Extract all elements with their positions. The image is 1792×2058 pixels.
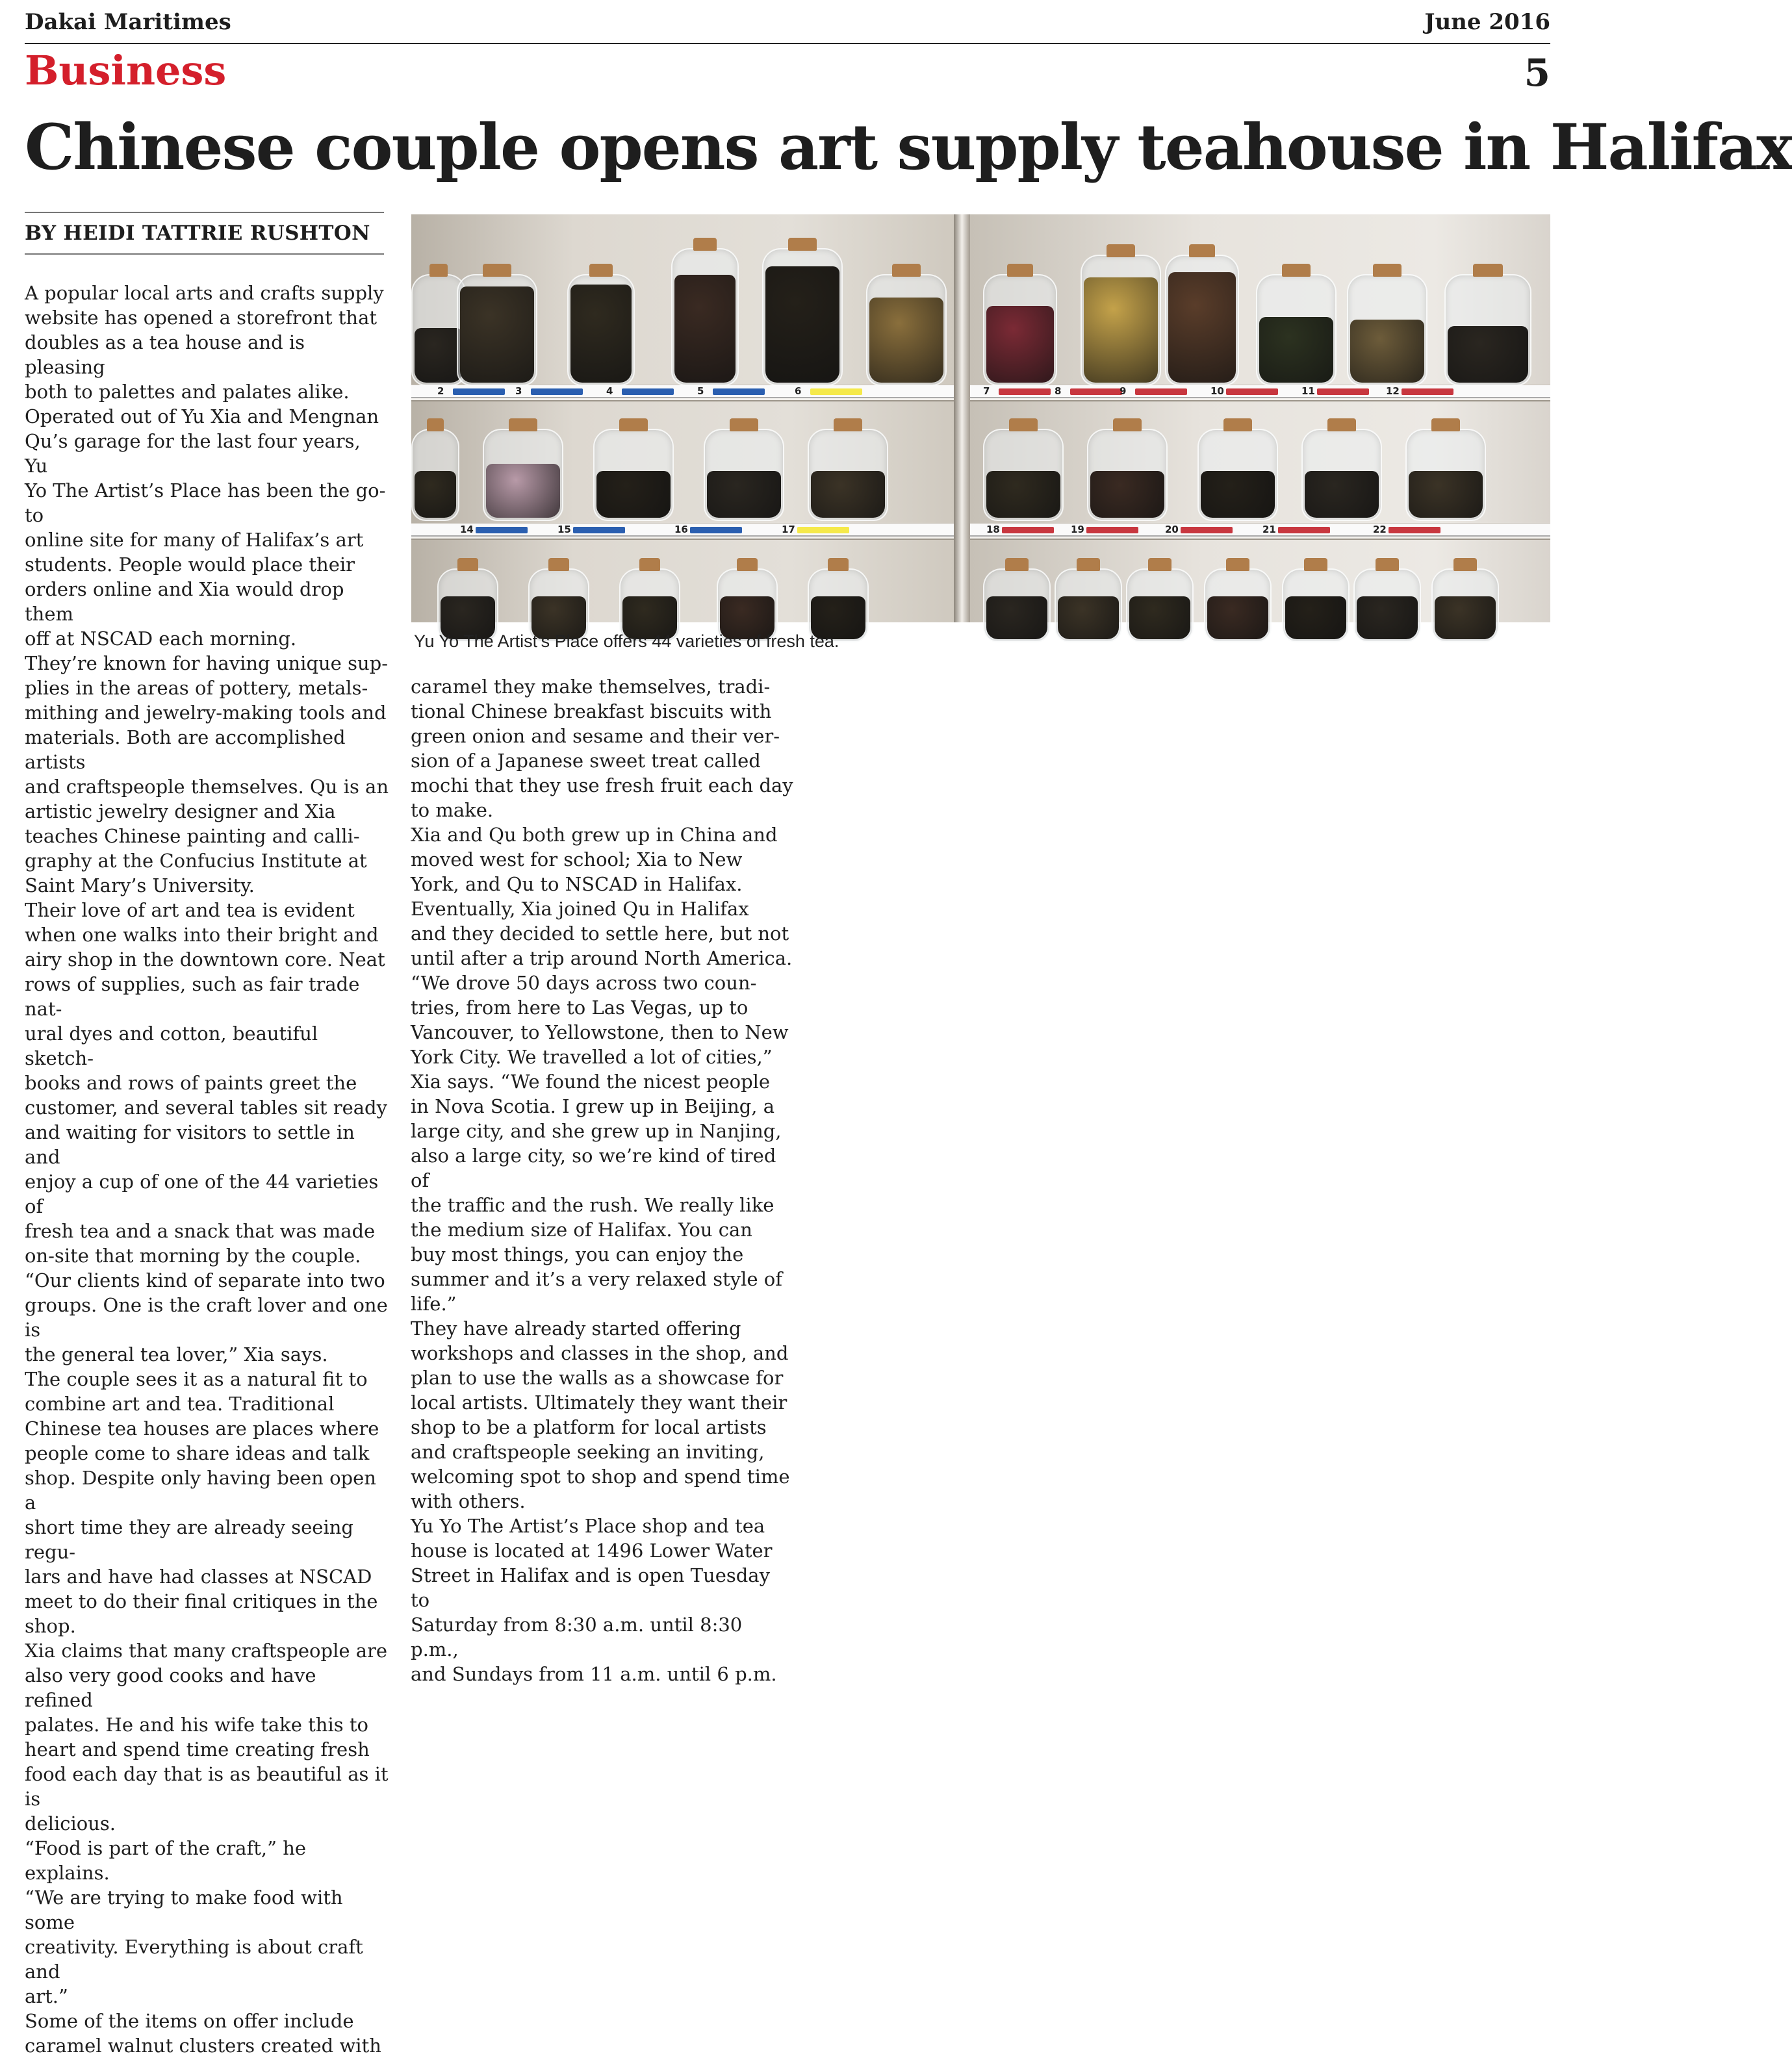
jar-lid <box>1453 558 1477 571</box>
article-line: buy most things, you can enjoy the <box>411 1243 744 1265</box>
jar-number: 19 <box>1071 524 1084 535</box>
article-line: They’re known for having unique sup- <box>25 652 388 674</box>
jar-tea-leaves <box>1090 471 1164 518</box>
jar-tea-leaves <box>486 464 560 518</box>
tea-jar <box>762 248 843 386</box>
tea-jar <box>983 274 1057 386</box>
tea-jar-shelves-photo <box>411 214 1550 622</box>
article-line: and craftspeople themselves. Qu is an <box>25 776 389 798</box>
tea-jar <box>1087 429 1168 521</box>
article-line: sion of a Japanese sweet treat called <box>411 750 761 772</box>
article-line: welcoming spot to shop and spend time <box>411 1466 790 1488</box>
article-line: Vancouver, to Yellowstone, then to New <box>411 1021 789 1043</box>
label-strip <box>970 524 1550 537</box>
jar-lid <box>828 558 849 571</box>
article-line: enjoy a cup of one of the 44 varieties of <box>25 1171 379 1217</box>
article-line: when one walks into their bright and <box>25 924 379 946</box>
article-line: plan to use the walls as a showcase for <box>411 1367 784 1389</box>
jar-number: 11 <box>1301 385 1315 397</box>
jar-lid <box>427 418 443 431</box>
article-line: materials. Both are accomplished artists <box>25 726 346 773</box>
article-line: palates. He and his wife take this to <box>25 1714 368 1736</box>
article-line: York City. We travelled a lot of cities,” <box>411 1046 773 1068</box>
jar-number: 7 <box>983 385 990 397</box>
jar-lid <box>1189 244 1215 257</box>
article-line: books and rows of paints greet the <box>25 1072 357 1094</box>
article-line: also a large city, so we’re kind of tired of <box>411 1145 776 1191</box>
jar-tea-leaves <box>1435 596 1496 639</box>
jar-tea-leaves <box>1201 471 1275 518</box>
jar-tea-leaves <box>1448 326 1528 383</box>
article-line: fresh tea and a snack that was made <box>25 1220 376 1242</box>
article-line: airy shop in the downtown core. Neat <box>25 948 385 971</box>
jar-lid <box>693 238 717 251</box>
jar-tea-leaves <box>1305 471 1379 518</box>
jar-label-tag <box>1086 527 1138 533</box>
jar-lid <box>1007 264 1033 277</box>
jar-label-tag <box>713 388 765 395</box>
article-line: workshops and classes in the shop, and <box>411 1342 789 1364</box>
jar-lid <box>834 418 862 431</box>
jar-tea-leaves <box>1207 596 1268 639</box>
jar-lid <box>730 418 758 431</box>
issue-date: June 2016 <box>1424 9 1550 35</box>
article-line: “We are trying to make food with some <box>25 1886 343 1933</box>
article-line: ural dyes and cotton, beautiful sketch- <box>25 1023 318 1069</box>
article-line: summer and it’s a very relaxed style of <box>411 1268 782 1290</box>
jar-lid <box>788 238 816 251</box>
article-line: Street in Halifax and is open Tuesday to <box>411 1564 770 1611</box>
jar-lid <box>892 264 920 277</box>
article-line: groups. One is the craft lover and one is <box>25 1294 388 1341</box>
jar-label-tag <box>1278 527 1330 533</box>
tea-jar <box>1282 568 1350 642</box>
jar-tea-leaves <box>986 306 1054 383</box>
article-line: Xia claims that many craftspeople are <box>25 1640 388 1662</box>
jar-lid <box>1148 558 1171 571</box>
article-column-1 <box>25 281 389 2057</box>
article-line: Qu’s garage for the last four years, Yu <box>25 430 361 477</box>
tea-jar <box>1055 568 1122 642</box>
article-line: caramel walnut clusters created with <box>25 2035 381 2057</box>
article-line: life.” <box>411 1293 457 1315</box>
jar-lid <box>1077 558 1100 571</box>
jar-tea-leaves <box>707 471 781 518</box>
jar-number: 12 <box>1386 385 1400 397</box>
tea-jar <box>866 274 947 386</box>
article-line: lars and have had classes at NSCAD <box>25 1566 372 1588</box>
article-line: people come to share ideas and talk <box>25 1442 370 1464</box>
tea-jar <box>411 429 459 521</box>
jar-number: 5 <box>697 385 704 397</box>
jar-tea-leaves <box>1058 596 1119 639</box>
article-headline: Chinese couple opens art supply teahouse in Halifax <box>25 110 1792 184</box>
article-line: website has opened a storefront that <box>25 307 378 329</box>
jar-number: 17 <box>782 524 795 535</box>
tea-jar <box>1126 568 1194 642</box>
article-line: green onion and sesame and their ver- <box>411 725 780 747</box>
jar-lid <box>1226 558 1249 571</box>
jar-number: 10 <box>1210 385 1224 397</box>
tea-jar <box>1301 429 1382 521</box>
photo-caption: Yu Yo The Artist’s Place offers 44 varieties of fresh tea. <box>414 631 839 651</box>
jar-tea-leaves <box>1259 317 1333 383</box>
page-number: 5 <box>1524 51 1550 95</box>
jar-number: 3 <box>515 385 522 397</box>
article-line: doubles as a tea house and is pleasing <box>25 331 305 378</box>
jar-label-tag <box>999 388 1051 395</box>
article-line: Operated out of Yu Xia and Mengnan <box>25 405 379 427</box>
jar-tea-leaves <box>460 286 534 383</box>
article-line: meet to do their final critiques in the <box>25 1590 378 1612</box>
article-line: large city, and she grew up in Nanjing, <box>411 1120 782 1142</box>
jar-lid <box>457 558 478 571</box>
tea-jar <box>1204 568 1272 642</box>
article-line: mithing and jewelry-making tools and <box>25 702 387 724</box>
tea-jar <box>1081 255 1161 386</box>
article-line: the medium size of Halifax. You can <box>411 1219 752 1241</box>
article-line: Yo The Artist’s Place has been the go-to <box>25 479 386 526</box>
article-line: house is located at 1496 Lower Water <box>411 1540 773 1562</box>
article-line: and craftspeople seeking an inviting, <box>411 1441 765 1463</box>
jar-lid <box>1009 418 1037 431</box>
jar-label-tag <box>573 527 625 533</box>
jar-lid <box>1282 264 1310 277</box>
jar-label-tag <box>1402 388 1453 395</box>
jar-label-tag <box>1135 388 1187 395</box>
article-line: Eventually, Xia joined Qu in Halifax <box>411 898 749 920</box>
tea-jar <box>808 429 888 521</box>
jar-number: 15 <box>557 524 571 535</box>
article-line: in Nova Scotia. I grew up in Beijing, a <box>411 1095 775 1117</box>
tea-jar <box>593 429 674 521</box>
jar-tea-leaves <box>1409 471 1483 518</box>
jar-tea-leaves <box>1285 596 1346 639</box>
article-line: shop. <box>25 1615 76 1637</box>
tea-jar <box>1444 274 1531 386</box>
article-line: and Sundays from 11 a.m. until 6 p.m. <box>411 1663 777 1685</box>
article-line: delicious. <box>25 1812 116 1835</box>
jar-number: 18 <box>986 524 1000 535</box>
article-line: mochi that they use fresh fruit each day <box>411 774 793 796</box>
article-line: the traffic and the rush. We really like <box>411 1194 774 1216</box>
jar-lid <box>619 418 647 431</box>
article-line: Some of the items on offer include <box>25 2010 354 2032</box>
jar-lid <box>509 418 537 431</box>
article-line: “Food is part of the craft,” he explains. <box>25 1837 307 1884</box>
jar-lid <box>1304 558 1327 571</box>
jar-tea-leaves <box>869 298 943 383</box>
jar-lid <box>1005 558 1029 571</box>
jar-label-tag <box>690 527 742 533</box>
newspaper-name: Dakai Maritimes <box>25 9 231 35</box>
article-line: Xia and Qu both grew up in China and <box>411 824 778 846</box>
jar-tea-leaves <box>811 471 885 518</box>
jar-label-tag <box>531 388 583 395</box>
article-line: tries, from here to Las Vegas, up to <box>411 997 749 1019</box>
jar-lid <box>1327 418 1355 431</box>
article-line: both to palettes and palates alike. <box>25 381 350 403</box>
jar-tea-leaves <box>1168 272 1236 383</box>
jar-number: 14 <box>460 524 474 535</box>
jar-lid <box>429 264 448 277</box>
jar-label-tag <box>810 388 862 395</box>
article-line: A popular local arts and crafts supply <box>25 282 384 304</box>
jar-number: 6 <box>795 385 802 397</box>
jar-tea-leaves <box>1084 277 1158 383</box>
article-line: plies in the areas of pottery, metals- <box>25 677 368 699</box>
tea-jar <box>983 568 1051 642</box>
byline: BY HEIDI TATTRIE RUSHTON <box>25 212 384 255</box>
jar-number: 4 <box>606 385 613 397</box>
tea-jar <box>1347 274 1427 386</box>
jar-lid <box>1113 418 1141 431</box>
jar-lid <box>1473 264 1504 277</box>
jar-tea-leaves <box>415 471 456 518</box>
tea-jar <box>1431 568 1499 642</box>
article-line: artistic jewelry designer and Xia <box>25 800 336 822</box>
jar-lid <box>639 558 660 571</box>
article-line: until after a trip around North America. <box>411 947 793 969</box>
article-line: “Our clients kind of separate into two <box>25 1269 385 1291</box>
article-line: tional Chinese breakfast biscuits with <box>411 700 772 722</box>
article-line: and waiting for visitors to settle in and <box>25 1121 355 1168</box>
article-line: also very good cooks and have refined <box>25 1664 316 1711</box>
jar-label-tag <box>1181 527 1233 533</box>
jar-number: 2 <box>437 385 444 397</box>
tea-jar <box>1197 429 1278 521</box>
article-line: to make. <box>411 799 494 821</box>
jar-label-tag <box>476 527 528 533</box>
article-line: caramel they make themselves, tradi- <box>411 676 771 698</box>
article-line: heart and spend time creating fresh <box>25 1738 370 1760</box>
article-line: students. People would place their <box>25 553 355 576</box>
tea-jar <box>983 429 1064 521</box>
article-line: Yu Yo The Artist’s Place shop and tea <box>411 1515 765 1537</box>
jar-number: 16 <box>674 524 688 535</box>
article-column-2 <box>411 674 794 1686</box>
tea-jar <box>567 274 635 386</box>
cabinet-divider <box>954 214 970 622</box>
jar-lid <box>1431 418 1459 431</box>
jar-label-tag <box>1226 388 1278 395</box>
jar-lid <box>1107 244 1134 257</box>
article-line: rows of supplies, such as fair trade nat- <box>25 973 360 1020</box>
article-line: short time they are already seeing regu- <box>25 1516 353 1563</box>
article-line: Chinese tea houses are places where <box>25 1417 379 1440</box>
jar-lid <box>737 558 758 571</box>
article-line: York, and Qu to NSCAD in Halifax. <box>411 873 743 895</box>
tea-jar <box>1405 429 1486 521</box>
article-line: the general tea lover,” Xia says. <box>25 1343 328 1366</box>
article-line: art.” <box>25 1985 68 2007</box>
jar-number: 8 <box>1055 385 1062 397</box>
tea-jar <box>457 274 537 386</box>
jar-tea-leaves <box>986 471 1060 518</box>
section-title: Business <box>25 47 227 94</box>
jar-lid <box>1223 418 1251 431</box>
jar-label-tag <box>622 388 674 395</box>
article-line: The couple sees it as a natural fit to <box>25 1368 368 1390</box>
jar-tea-leaves <box>1350 320 1424 383</box>
tea-jar <box>704 429 784 521</box>
jar-tea-leaves <box>1357 596 1418 639</box>
article-line: off at NSCAD each morning. <box>25 628 297 650</box>
article-line: food each day that is as beautiful as it is <box>25 1763 389 1810</box>
tea-jar <box>483 429 563 521</box>
article-line: orders online and Xia would drop them <box>25 578 344 625</box>
article-line: They have already started offering <box>411 1317 741 1340</box>
article-line: Their love of art and tea is evident <box>25 899 355 921</box>
jar-number: 9 <box>1120 385 1127 397</box>
article-line: online site for many of Halifax’s art <box>25 529 364 551</box>
jar-label-tag <box>1002 527 1054 533</box>
jar-tea-leaves <box>570 285 632 383</box>
article-line: shop to be a platform for local artists <box>411 1416 767 1438</box>
article-line: customer, and several tables sit ready <box>25 1097 388 1119</box>
tea-jar <box>1353 568 1421 642</box>
jar-lid <box>548 558 569 571</box>
jar-number: 20 <box>1165 524 1179 535</box>
article-line: “We drove 50 days across two coun- <box>411 972 757 994</box>
jar-lid <box>1376 558 1399 571</box>
article-line: Xia says. “We found the nicest people <box>411 1071 771 1093</box>
jar-tea-leaves <box>765 266 839 383</box>
masthead <box>25 9 1550 44</box>
jar-label-tag <box>453 388 505 395</box>
tea-jar <box>671 248 739 386</box>
article-line: moved west for school; Xia to New <box>411 848 743 870</box>
jar-label-tag <box>1389 527 1440 533</box>
jar-lid <box>483 264 511 277</box>
jar-lid <box>1373 264 1401 277</box>
jar-label-tag <box>797 527 849 533</box>
jar-tea-leaves <box>415 328 463 383</box>
jar-label-tag <box>1070 388 1122 395</box>
jar-label-tag <box>1317 388 1369 395</box>
jar-tea-leaves <box>986 596 1047 639</box>
article-line: creativity. Everything is about craft and <box>25 1936 363 1983</box>
jar-lid <box>589 264 613 277</box>
article-line: shop. Despite only having been open a <box>25 1467 376 1514</box>
jar-tea-leaves <box>596 471 671 518</box>
jar-tea-leaves <box>674 275 736 383</box>
article-line: combine art and tea. Traditional <box>25 1393 335 1415</box>
tea-jar <box>1256 274 1337 386</box>
article-line: Saint Mary’s University. <box>25 874 255 896</box>
article-line: on-site that morning by the couple. <box>25 1245 361 1267</box>
article-line: and they decided to settle here, but not <box>411 922 789 945</box>
jar-number: 21 <box>1262 524 1276 535</box>
article-line: graphy at the Confucius Institute at <box>25 850 367 872</box>
jar-tea-leaves <box>1129 596 1190 639</box>
article-line: teaches Chinese painting and calli- <box>25 825 360 847</box>
article-line: local artists. Ultimately they want their <box>411 1391 787 1414</box>
tea-jar <box>1165 255 1239 386</box>
article-line: Saturday from 8:30 a.m. until 8:30 p.m., <box>411 1614 743 1660</box>
article-line: with others. <box>411 1490 526 1512</box>
jar-number: 22 <box>1373 524 1387 535</box>
